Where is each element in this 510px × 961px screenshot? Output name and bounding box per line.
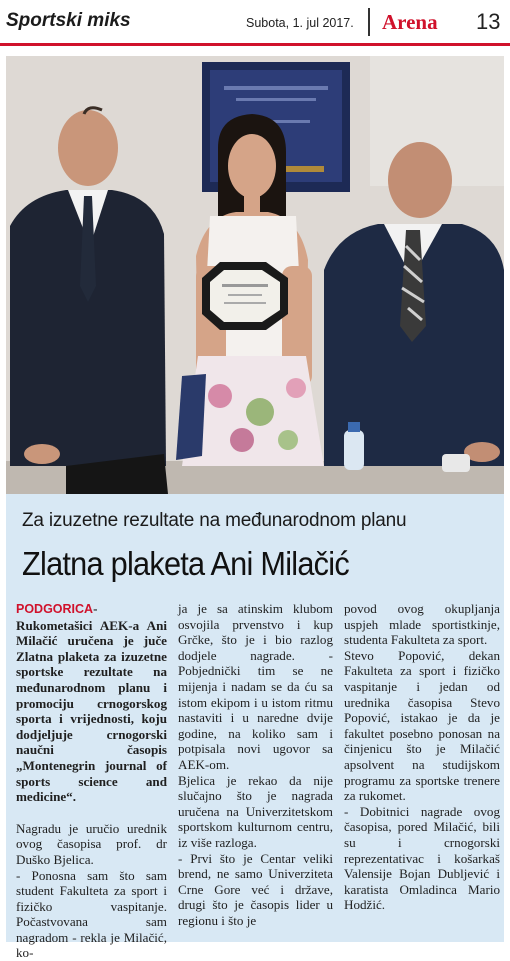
header-divider (368, 8, 370, 36)
article-headline: Zlatna plaketa Ani Milačić (22, 545, 468, 583)
paragraph: - Ponosna sam što sam student Fakulteta za sport i fizičko vaspitanje. Počastvovana sam nagradom - rekla je Milačić, ko- (16, 868, 167, 961)
article-column-2 (178, 601, 333, 928)
paragraph: povod ovog okupljanja uspjeh mlade sportistkinje, studenta Fakulteta za sport. (344, 601, 500, 648)
paragraph: Nagradu je uručio urednik ovog časopisa prof. dr Duško Bjelica. (16, 821, 167, 868)
dateline: PODGORICA (16, 602, 93, 616)
brand-logo: Arena (382, 10, 438, 35)
article-column-3 (344, 601, 500, 913)
paragraph: Bjelica je rekao da nije slučajno što je nagrada uručena na Univerzitetskom sportskom kulturnom centru, iz više razloga. (178, 773, 333, 851)
lead-text: - Rukometašici AEK-a Ani Milačić uručena je juče Zlatna plaketa za izuzetne sportske rezultate na međunarodnom planu i promociju crnogorskog sporta i vrijednosti, koju dodjeljuje crnogorski naučni časopis „Montenegrin journal of sports science and medicine“. (16, 601, 167, 804)
bottle-icon (344, 430, 364, 470)
header-rule (0, 43, 510, 46)
page-number: 13 (476, 9, 500, 35)
section-name: Sportski miks (6, 10, 131, 32)
photo-illustration (6, 56, 504, 494)
article-photo (6, 56, 504, 494)
article-column-1 (16, 601, 167, 961)
page-header (0, 0, 510, 46)
issue-date: Subota, 1. jul 2017. (246, 16, 354, 30)
article-kicker: Za izuzetne rezultate na međunarodnom planu (22, 510, 492, 532)
paragraph: Stevo Popović, dekan Fakulteta za sport i fizičko vaspitanje i jedan od urednika časopisa Stevo Popović, istakao je da je fakultet posebno ponosan na činjenicu što je Milačić apsolvent na studijskom programu za sportske trenere za rukomet. (344, 648, 500, 804)
paragraph: - Dobitnici nagrade ovog časopisa, pored Milačić, bili su i crnogorski reprezentativac i košarkaš Valensije Bojan Dubljević i karatista Omladinca Mario Hodžić. (344, 804, 500, 913)
lead-paragraph (16, 601, 167, 805)
paragraph: - Prvi što je Centar veliki brend, ne samo Univerziteta Crne Gore već i države, drugi što je časopis lider u regionu i što je (178, 851, 333, 929)
paragraph: ja je sa atinskim klubom osvojila prvenstvo i kup Grčke, što je i bio razlog dodjele nagrade. - Pobjednički tim se ne mijenja i nadam se da ću sa istom ekipom i u istom ritmu nastaviti i u naredne dvije godine, na koliko sam i potpisala novi ugovor sa AEK-om. (178, 601, 333, 773)
